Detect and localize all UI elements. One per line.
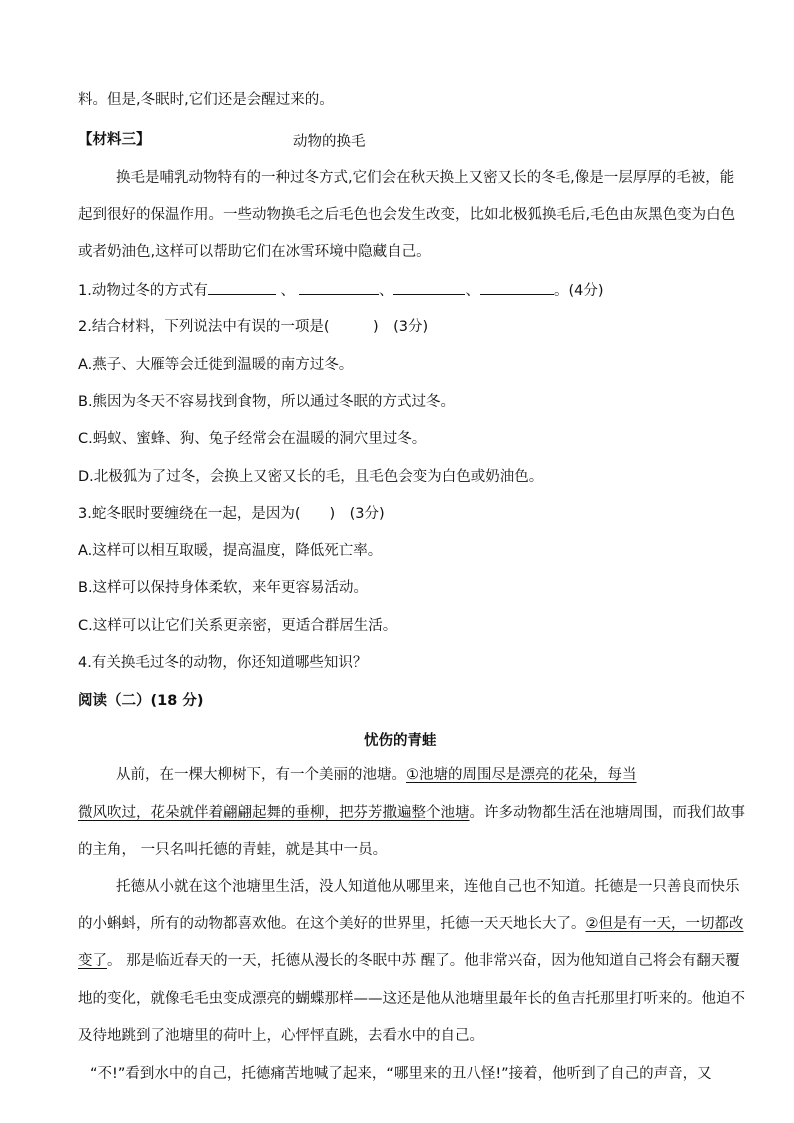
text-line: 料。但是,冬眠时,它们还是会醒过来的。 (78, 92, 334, 108)
material3-para-line: 换毛是哺乳动物特有的一种过冬方式,它们会在秋天换上又密又长的冬毛,像是一层厚厚的毛被，能 (116, 170, 735, 186)
q3-option-b: B.这样可以保持身体柔软，来年更容易活动。 (78, 580, 369, 596)
q3-option-c: C.这样可以让它们关系更亲密，更适合群居生活。 (78, 618, 398, 634)
material3-title: 动物的换毛 (293, 134, 366, 150)
question-4: 4.有关换毛过冬的动物，你还知道哪些知识？ (78, 655, 368, 671)
story-line (78, 914, 744, 934)
answer-blank[interactable] (208, 280, 276, 295)
q2-option-c: C.蚂蚁、蜜蜂、狗、兔子经常会在温暖的洞穴里过冬。 (78, 431, 427, 447)
q1-separator: 、 (465, 283, 480, 299)
story-line: 及待地跳到了池塘里的荷叶上，心怦怦直跳，去看水中的自己。 (78, 1028, 484, 1044)
q2-option-b: B.熊因为冬天不容易找到食物，所以通过冬眠的方式过冬。 (78, 394, 456, 410)
question-1 (78, 280, 604, 301)
answer-blank[interactable] (480, 280, 554, 295)
story-line (78, 803, 745, 823)
story-title: 忧伤的青蛙 (364, 733, 437, 749)
underlined-sentence-2: 变了 (78, 953, 107, 969)
q1-separator: 、 (275, 283, 295, 299)
material3-para-line: 起到很好的保温作用。一些动物换毛之后毛色也会发生改变，比如北极狐换毛后,毛色由灰黑色变为白色 (78, 207, 736, 223)
answer-blank[interactable] (393, 280, 465, 295)
underlined-sentence-2: ②但是有一天，一切都改 (585, 916, 744, 932)
material3-para-line: 或者奶油色,这样可以帮助它们在冰雪环境中隐藏自己。 (78, 244, 431, 260)
q2-option-d: D.北极狐为了过冬，会换上又密又长的毛，且毛色会变为白色或奶油色。 (78, 469, 544, 485)
q1-suffix: 。(4分) (553, 283, 604, 299)
story-line: 的主角， 一只名叫托德的青蛙，就是其中一员。 (78, 842, 388, 858)
underlined-sentence-1: 微风吹过，花朵就伴着翩翩起舞的垂柳，把芬芳撒遍整个池塘 (78, 805, 470, 821)
q2-option-a: A.燕子、大雁等会迁徙到温暖的南方过冬。 (78, 357, 354, 373)
story-line: “不!”看到水中的自己，托德痛苦地喊了起来，“哪里来的丑八怪!”接着，他听到了自己的声音，又 (90, 1066, 712, 1082)
story-text: 的小蝌蚪，所有的动物都喜欢他。在这个美好的世界里，托德一天天地长大了。 (78, 916, 586, 932)
story-text: 。 那是临近春天的一天，托德从漫长的冬眠中苏 醒了。他非常兴奋，因为他知道自己将会有翻天覆 (107, 953, 740, 969)
reading2-heading: 阅读（二）(18 分) (78, 693, 204, 709)
story-text: 。许多动物都生活在池塘周围，而我们故事 (469, 805, 745, 821)
material3-label: 【材料三】 (78, 132, 151, 148)
story-text: 从前，在一棵大柳树下，有一个美丽的池塘。 (116, 767, 406, 783)
story-line: 地的变化，就像毛毛虫变成漂亮的蝴蝶那样——这还是他从池塘里最年长的鱼吉托那里打听来的。他迫不 (78, 991, 745, 1007)
q1-separator: 、 (378, 283, 394, 299)
question-3-stem: 3.蛇冬眠时要缠绕在一起，是因为( ) (3分) (78, 506, 385, 522)
story-line (116, 765, 637, 785)
underlined-sentence-1: ①池塘的周围尽是漂亮的花朵，每当 (406, 767, 637, 783)
story-line: 托德从小就在这个池塘里生活，没人知道他从哪里来，连他自己也不知道。托德是一只善良而快乐 (116, 879, 740, 895)
question-2-stem: 2.结合材料，下列说法中有误的一项是( ) (3分) (78, 319, 429, 335)
q1-prefix: 1.动物过冬的方式有 (78, 283, 208, 299)
story-line (78, 951, 740, 971)
answer-blank[interactable] (299, 280, 379, 295)
q3-option-a: A.这样可以相互取暖，提高温度，降低死亡率。 (78, 543, 383, 559)
